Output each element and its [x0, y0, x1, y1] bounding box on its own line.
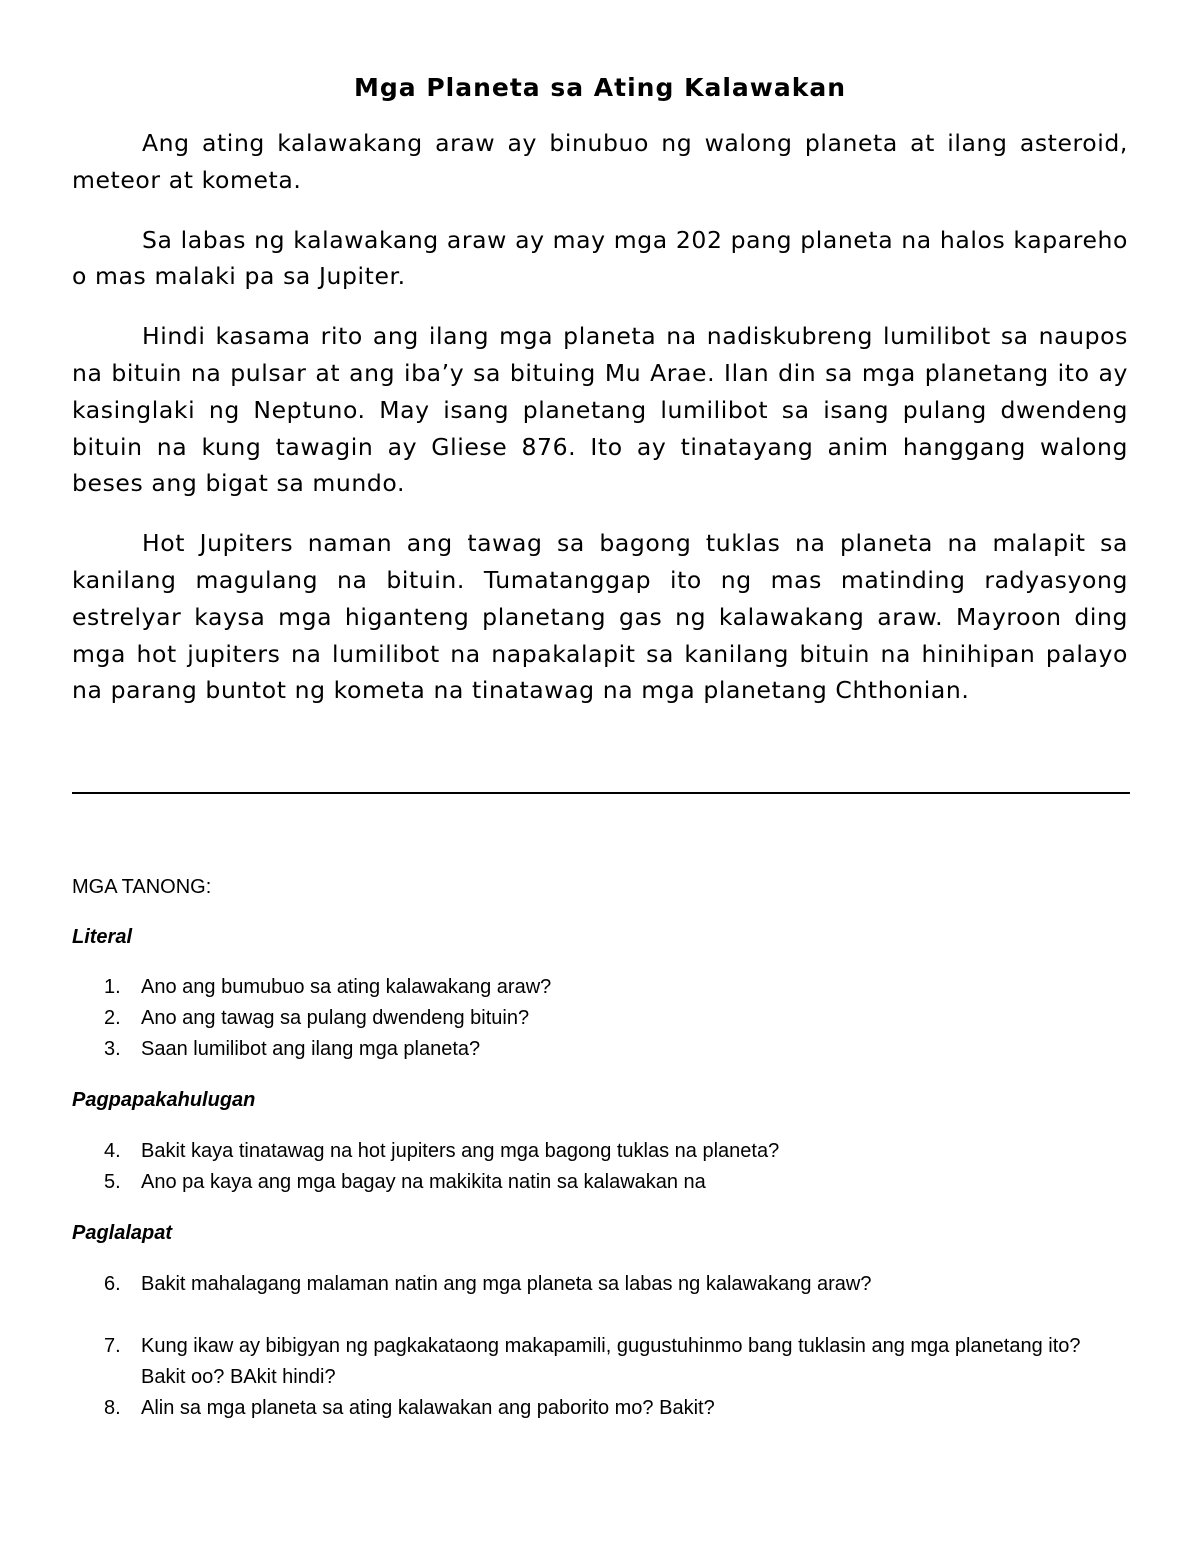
question-text: Ano ang bumubuo sa ating kalawakang araw?	[141, 976, 552, 998]
question-item	[72, 1393, 1128, 1424]
question-number: 3.	[104, 1038, 121, 1060]
question-item	[72, 1136, 1128, 1167]
question-number: 2.	[104, 1007, 121, 1029]
question-item	[72, 1269, 1128, 1300]
questions-section	[72, 872, 1128, 1424]
paragraph-2: Sa labas ng kalawakang araw ay may mga 202 pang planeta na halos kapareho o mas malaki pa sa Jupiter.	[72, 225, 1128, 291]
question-text: Ano pa kaya ang mga bagay na makikita natin sa kalawakan na	[141, 1171, 706, 1193]
paragraph-1: Ang ating kalawakang araw ay binubuo ng walong planeta at ilang asteroid, meteor at kometa.	[72, 129, 1128, 194]
question-number: 6.	[104, 1273, 121, 1295]
question-text: Bakit kaya tinatawag na hot jupiters ang mga bagong tuklas na planeta?	[141, 1140, 780, 1162]
question-text: Kung ikaw ay bibigyan ng pagkakataong makapamili, gugustuhinmo bang tuklasin ang mga planetang ito? Bakit oo? BAkit hindi?	[141, 1335, 1081, 1388]
paragraph-3: Hindi kasama rito ang ilang mga planeta na nadiskubreng lumilibot sa naupos na bituin na pulsar at ang iba’y sa bituing Mu Arae. Ilan din sa mga planetang ito ay kasinglaki ng Neptuno. May isang planetang lumilibot sa isang pulang dwendeng bituin na kung tawagin ay Gliese 876. Ito ay tinatayang anim hanggang walong beses ang bigat sa mundo.	[72, 322, 1128, 498]
paglalapat-question-list	[72, 1269, 1128, 1424]
question-text: Saan lumilibot ang ilang mga planeta?	[141, 1038, 481, 1060]
question-item	[72, 972, 1128, 1003]
question-item	[72, 1167, 1128, 1198]
question-number: 5.	[104, 1171, 121, 1193]
pagpapakahulugan-question-list	[72, 1136, 1128, 1198]
question-number: 8.	[104, 1397, 121, 1419]
literal-question-list	[72, 972, 1128, 1065]
question-number: 7.	[104, 1335, 121, 1357]
question-text: Ano ang tawag sa pulang dwendeng bituin?	[141, 1007, 530, 1029]
question-number: 1.	[104, 976, 121, 998]
document-title: Mga Planeta sa Ating Kalawakan	[353, 73, 847, 102]
question-text: Bakit mahalagang malaman natin ang mga planeta sa labas ng kalawakang araw?	[141, 1273, 872, 1295]
question-item	[72, 1034, 1128, 1065]
section-heading-paglalapat: Paglalapat	[72, 1222, 173, 1244]
question-item	[72, 1003, 1128, 1034]
story-text	[72, 125, 1128, 732]
question-item	[72, 1331, 1128, 1393]
questions-heading: MGA TANONG:	[72, 876, 212, 898]
question-text: Alin sa mga planeta sa ating kalawakan ang paborito mo? Bakit?	[141, 1397, 715, 1419]
paragraph-4: Hot Jupiters naman ang tawag sa bagong tuklas na planeta na malapit sa kanilang magulang na bituin. Tumatanggap ito ng mas matinding radyasyong estrelyar kaysa mga higanteng planetang gas ng kalawakang araw. Mayroon ding mga hot jupiters na lumilibot na napakalapit sa kanilang bituin na hinihipan palayo na parang buntot ng kometa na tinatawag na mga planetang Chthonian.	[72, 529, 1128, 705]
section-heading-literal: Literal	[72, 926, 133, 948]
horizontal-divider	[72, 792, 1130, 794]
section-heading-pagpapakahulugan: Pagpapakahulugan	[72, 1089, 256, 1111]
question-number: 4.	[104, 1140, 121, 1162]
